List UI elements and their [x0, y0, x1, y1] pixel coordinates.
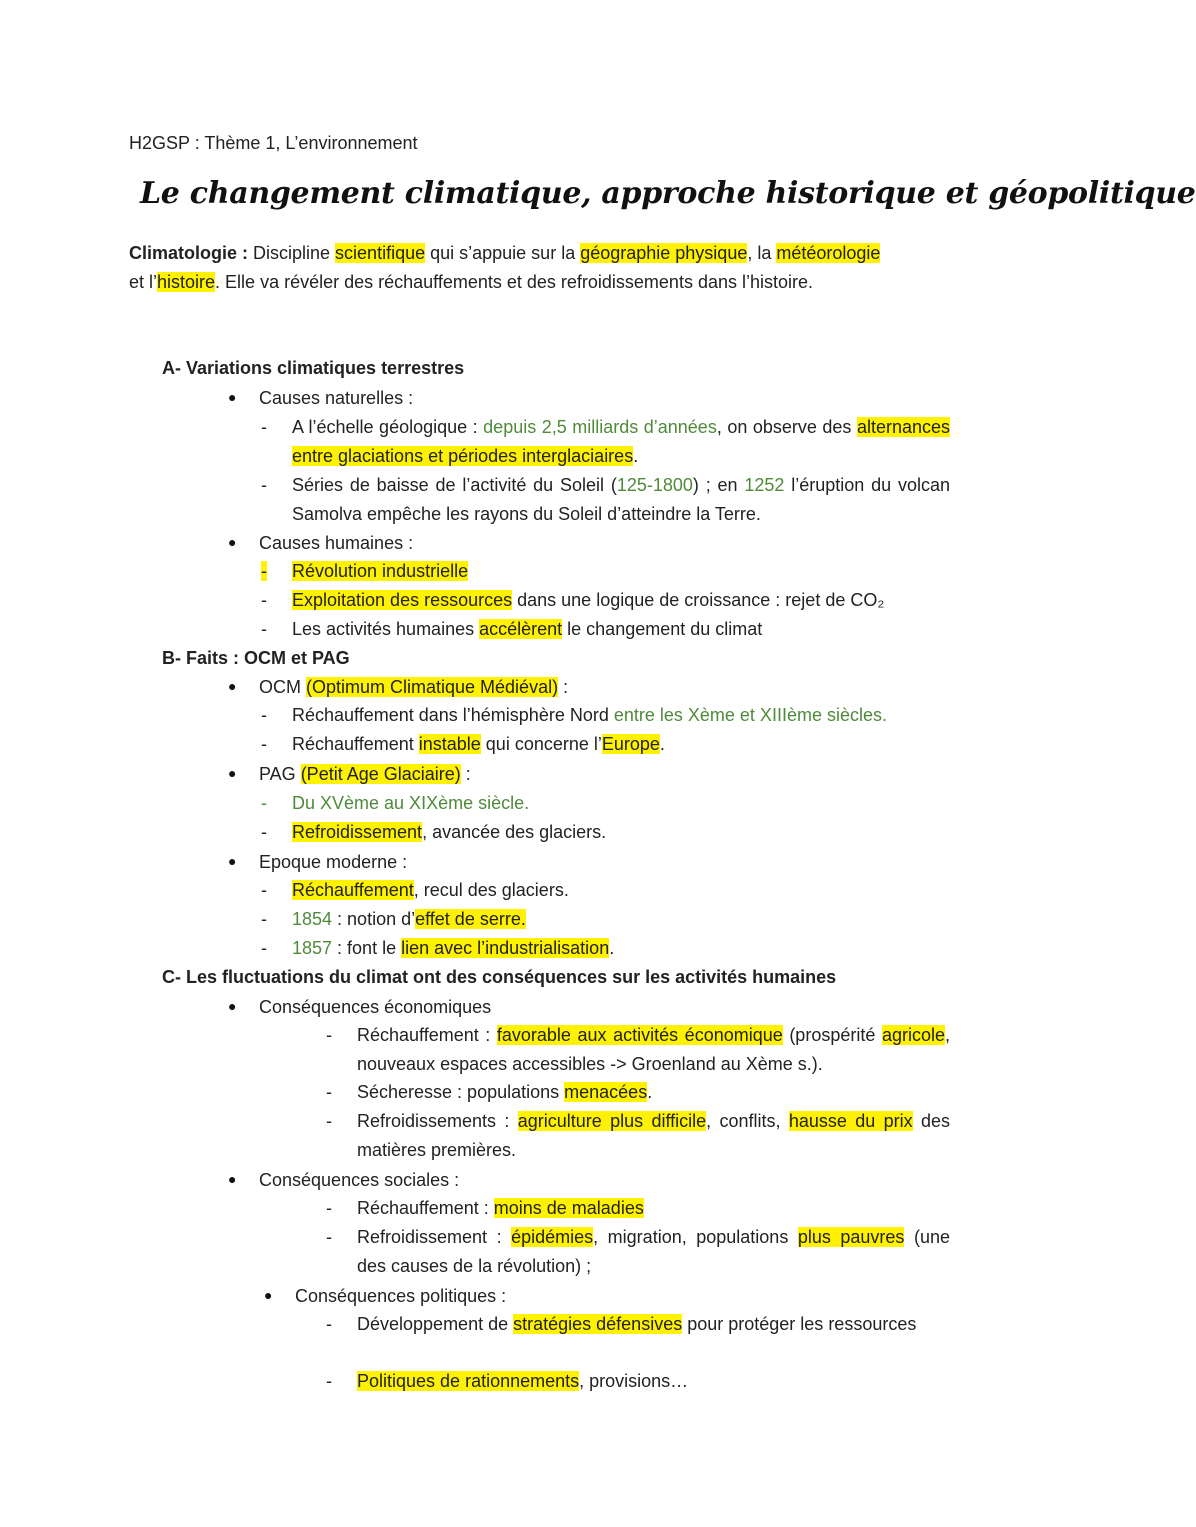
item-text: pour protéger les — [682, 1314, 824, 1334]
item-text: dans une logique de croissance : rejet de CO₂ — [512, 590, 885, 610]
human-causes-label: Causes humaines : — [259, 533, 414, 553]
bullet-icon: ● — [264, 1287, 273, 1303]
item-text: , on observe des — [716, 417, 852, 437]
item-text: : — [460, 764, 471, 784]
highlight: Révolution industrielle — [292, 561, 469, 581]
ocm-item-2 — [292, 730, 665, 758]
dash-icon: - — [261, 475, 267, 495]
highlight: agriculture plus difficile — [517, 1111, 707, 1131]
highlight: alternances entre glaciations et périodes interglaciaires — [292, 417, 951, 466]
item-text: Séries de baisse de l’activité du Soleil ( — [292, 475, 617, 495]
human-activity-item — [292, 615, 762, 643]
item-text: . — [659, 734, 665, 754]
ocm-item-1 — [292, 701, 887, 729]
green-text: 125-1800 — [616, 475, 693, 495]
item-text: . — [647, 1082, 653, 1102]
item-text: , avancée des glaciers. — [422, 822, 607, 842]
dash-icon: - — [326, 1025, 332, 1045]
resource-exploitation-item — [292, 586, 884, 614]
highlight: Exploitation des ressources — [292, 590, 513, 610]
ocm-label — [259, 673, 568, 701]
highlight: géographie physique — [580, 243, 748, 263]
bullet-icon: ● — [228, 389, 237, 405]
dash-icon: - — [326, 1082, 332, 1102]
item-text: ) ; en — [692, 475, 745, 495]
item-text: , recul des glaciers. — [413, 880, 569, 900]
political-label: Conséquences politiques : — [295, 1286, 507, 1306]
political-item-2 — [357, 1367, 688, 1395]
social-item-2 — [357, 1223, 950, 1281]
item-text: Refroidissement : — [357, 1227, 512, 1247]
dash-icon: - — [261, 880, 267, 900]
highlight: Europe — [601, 734, 660, 754]
intro-text: qui s’appuie sur la — [425, 243, 581, 263]
natural-causes-label: Causes naturelles : — [259, 388, 414, 408]
highlight: effet de serre. — [415, 909, 526, 929]
dash-icon: - — [261, 793, 267, 813]
green-text: 1854 — [292, 909, 333, 929]
geologic-scale-item — [292, 413, 950, 471]
item-text: (prospérité — [782, 1025, 876, 1045]
highlight: (Petit Age Glaciaire) — [300, 764, 461, 784]
intro-line-1 — [129, 239, 880, 267]
bullet-icon: ● — [228, 853, 237, 869]
bullet-icon: ● — [228, 534, 237, 550]
industrial-revolution-item — [292, 557, 468, 585]
bullet-icon: ● — [228, 765, 237, 781]
intro-text: et l’ — [129, 272, 158, 292]
item-text: Sécheresse : populations — [357, 1082, 565, 1102]
intro-text: . Elle va révéler des réchauffements et des refroidissements dans l’histoire. — [215, 272, 814, 292]
item-text: . — [609, 938, 615, 958]
bullet-icon: ● — [228, 678, 237, 694]
section-c-heading: C- Les fluctuations du climat ont des conséquences sur les activités humaines — [162, 967, 837, 987]
highlight: Politiques de rationnements — [357, 1371, 580, 1391]
dash-icon: - — [326, 1314, 332, 1334]
highlight: scientifique — [335, 243, 426, 263]
highlight: épidémies — [511, 1227, 594, 1247]
dash-icon: - — [261, 705, 267, 725]
modern-item-1 — [292, 876, 569, 904]
modern-item-3 — [292, 934, 614, 962]
highlight: agricole — [881, 1025, 945, 1045]
section-b-heading: B- Faits : OCM et PAG — [162, 648, 350, 668]
modern-item-2 — [292, 905, 526, 933]
intro-term: Climatologie : — [129, 243, 249, 263]
item-text: , conflits, — [706, 1111, 789, 1131]
dash-icon: - — [261, 909, 267, 929]
intro-text: Discipline — [248, 243, 336, 263]
item-text: volcan Samolva empêche les rayons du Soleil d’atteindre la Terre. — [292, 475, 950, 524]
highlight: hausse du prix — [788, 1111, 913, 1131]
item-text: l’éruption du — [784, 475, 892, 495]
item-text: Réchauffement : — [357, 1198, 494, 1218]
dash-icon: - — [326, 1227, 332, 1247]
item-text: , nouveaux espaces accessibles -> Groenland au Xème s.). — [357, 1025, 950, 1074]
item-text: Réchauffement : — [357, 1025, 497, 1045]
bullet-icon: ● — [228, 1171, 237, 1187]
green-text: depuis 2,5 milliards d’années — [483, 417, 717, 437]
social-label: Conséquences sociales : — [259, 1170, 460, 1190]
item-text: ressources — [828, 1314, 917, 1334]
course-header: H2GSP : Thème 1, L’environnement — [129, 133, 418, 153]
economic-item-3 — [357, 1107, 950, 1165]
pag-item-2 — [292, 818, 606, 846]
highlight: Réchauffement — [292, 880, 414, 900]
pag-item-1: Du XVème au XIXème siècle. — [292, 793, 530, 813]
item-text: Réchauffement — [292, 734, 419, 754]
item-text: Refroidissements : — [357, 1111, 518, 1131]
item-text: Les activités humaines — [292, 619, 480, 639]
item-text: des matières premières. — [357, 1111, 950, 1160]
item-text: qui concerne l’ — [480, 734, 602, 754]
highlight: moins de maladies — [493, 1198, 644, 1218]
item-text: Développement de — [357, 1314, 514, 1334]
highlight: plus pauvres — [797, 1227, 905, 1247]
green-text: entre les Xème et XIIIème siècles. — [613, 705, 887, 725]
item-text: PAG — [259, 764, 301, 784]
highlight: menacées — [564, 1082, 648, 1102]
item-text: . — [633, 446, 639, 466]
dash-icon: - — [261, 561, 267, 581]
economic-label: Conséquences économiques — [259, 997, 492, 1017]
item-text: : font le — [332, 938, 402, 958]
highlight: stratégies défensives — [513, 1314, 683, 1334]
highlight: histoire — [157, 272, 216, 292]
modern-era-label: Epoque moderne : — [259, 852, 408, 872]
dash-icon: - — [261, 619, 267, 639]
item-text: Réchauffement dans l’hémisphère Nord — [292, 705, 614, 725]
green-text: 1252 — [744, 475, 785, 495]
item-text: (une des causes de la révolution) ; — [357, 1227, 950, 1276]
item-text: : — [558, 677, 569, 697]
page-title: Le changement climatique, approche historique et géopolitique — [140, 176, 1196, 211]
item-text: , migration, populations — [593, 1227, 798, 1247]
dash-icon: - — [326, 1371, 332, 1391]
dash-icon: - — [326, 1198, 332, 1218]
highlight: Refroidissement — [292, 822, 423, 842]
highlight: météorologie — [776, 243, 881, 263]
dash-icon: - — [261, 590, 267, 610]
item-text: A l’échelle géologique : — [292, 417, 484, 437]
dash-icon: - — [261, 822, 267, 842]
intro-line-2 — [129, 268, 813, 296]
highlight: favorable aux activités économique — [496, 1025, 783, 1045]
highlight: (Optimum Climatique Médiéval) — [306, 677, 559, 697]
dash-icon: - — [326, 1111, 332, 1131]
solar-activity-item — [292, 471, 950, 529]
dash-icon: - — [261, 417, 267, 437]
political-item-1 — [357, 1310, 950, 1339]
highlight: instable — [418, 734, 481, 754]
economic-item-2 — [357, 1078, 652, 1106]
section-a-heading: A- Variations climatiques terrestres — [162, 358, 465, 378]
pag-label — [259, 760, 471, 788]
highlight: lien avec l’industrialisation — [401, 938, 610, 958]
green-text: 1857 — [292, 938, 333, 958]
item-text: , provisions… — [579, 1371, 689, 1391]
dash-icon: - — [261, 734, 267, 754]
intro-text: , la — [747, 243, 777, 263]
item-text: le changement du climat — [562, 619, 763, 639]
dash-icon: - — [261, 938, 267, 958]
item-text: OCM — [259, 677, 306, 697]
item-text: : notion d’ — [332, 909, 416, 929]
highlight: accélèrent — [479, 619, 563, 639]
social-item-1 — [357, 1194, 644, 1222]
economic-item-1 — [357, 1021, 950, 1079]
bullet-icon: ● — [228, 998, 237, 1014]
